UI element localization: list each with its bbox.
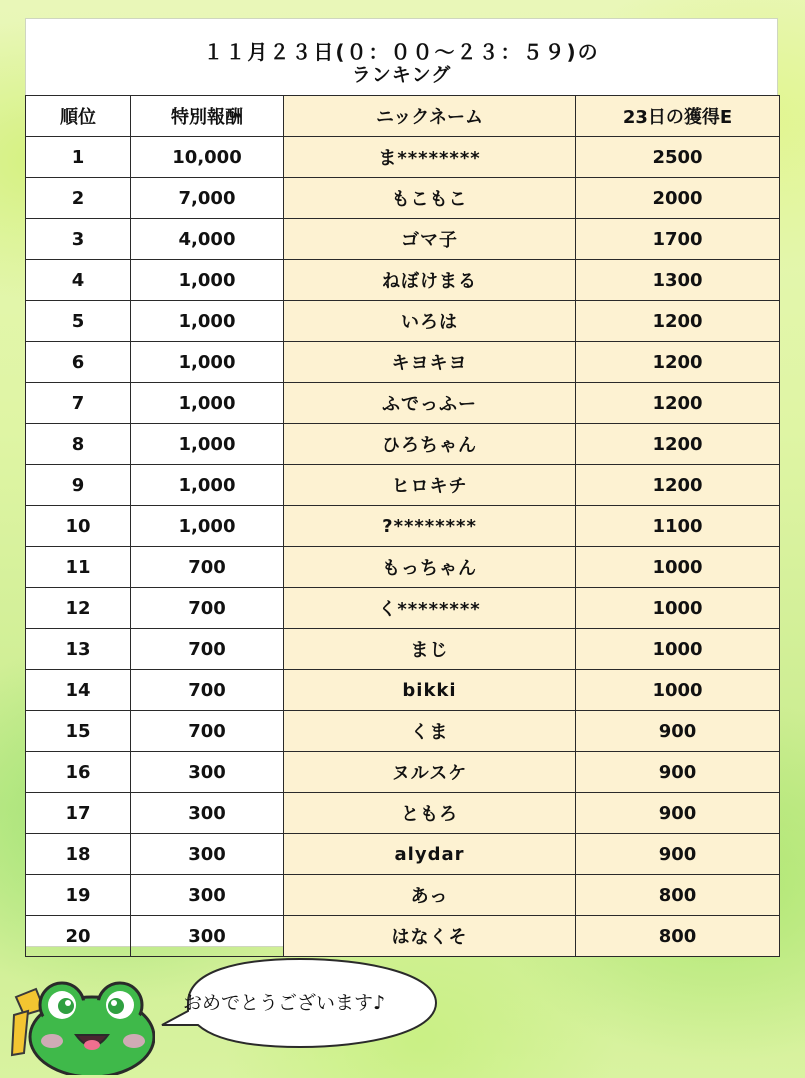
nickname-cell: ふでっふー bbox=[284, 383, 576, 424]
nickname-cell: ねぼけまる bbox=[284, 260, 576, 301]
rank-cell: 15 bbox=[26, 711, 131, 752]
reward-cell: 1,000 bbox=[131, 383, 284, 424]
nickname-cell: ヌルスケ bbox=[284, 752, 576, 793]
reward-cell: 1,000 bbox=[131, 342, 284, 383]
earned-cell: 1000 bbox=[576, 547, 780, 588]
nickname-cell: くま bbox=[284, 711, 576, 752]
earned-cell: 1200 bbox=[576, 342, 780, 383]
earned-cell: 1200 bbox=[576, 465, 780, 506]
reward-cell: 1,000 bbox=[131, 301, 284, 342]
earned-cell: 1000 bbox=[576, 670, 780, 711]
rank-cell: 18 bbox=[26, 834, 131, 875]
ranking-table bbox=[25, 95, 780, 957]
nickname-cell: ともろ bbox=[284, 793, 576, 834]
rank-cell: 11 bbox=[26, 547, 131, 588]
rank-cell: 20 bbox=[26, 916, 131, 957]
earned-cell: 1000 bbox=[576, 588, 780, 629]
table-row bbox=[26, 219, 780, 260]
nickname-cell: bikki bbox=[284, 670, 576, 711]
header-earned: 23日の獲得E bbox=[576, 96, 780, 137]
rank-cell: 7 bbox=[26, 383, 131, 424]
reward-cell: 300 bbox=[131, 793, 284, 834]
table-row bbox=[26, 506, 780, 547]
table-row bbox=[26, 178, 780, 219]
header-rank: 順位 bbox=[26, 96, 131, 137]
table-row bbox=[26, 342, 780, 383]
nickname-cell: ひろちゃん bbox=[284, 424, 576, 465]
rank-cell: 8 bbox=[26, 424, 131, 465]
table-row bbox=[26, 834, 780, 875]
earned-cell: 1700 bbox=[576, 219, 780, 260]
earned-cell: 1200 bbox=[576, 424, 780, 465]
nickname-cell: もっちゃん bbox=[284, 547, 576, 588]
reward-cell: 10,000 bbox=[131, 137, 284, 178]
table-row bbox=[26, 137, 780, 178]
title-line-2: ランキング bbox=[351, 64, 452, 86]
nickname-cell: キヨキヨ bbox=[284, 342, 576, 383]
rank-cell: 14 bbox=[26, 670, 131, 711]
rank-cell: 1 bbox=[26, 137, 131, 178]
rank-cell: 3 bbox=[26, 219, 131, 260]
title-line-1: １１月２３日(０：００〜２３：５９)の bbox=[203, 40, 600, 64]
reward-cell: 700 bbox=[131, 711, 284, 752]
earned-cell: 1300 bbox=[576, 260, 780, 301]
table-row bbox=[26, 547, 780, 588]
nickname-cell: もこもこ bbox=[284, 178, 576, 219]
header-reward: 特別報酬 bbox=[131, 96, 284, 137]
page-title bbox=[25, 18, 778, 96]
reward-cell: 300 bbox=[131, 834, 284, 875]
rank-cell: 13 bbox=[26, 629, 131, 670]
reward-cell: 300 bbox=[131, 916, 284, 957]
nickname-cell: く******** bbox=[284, 588, 576, 629]
table-row bbox=[26, 711, 780, 752]
header-nickname: ニックネーム bbox=[284, 96, 576, 137]
rank-cell: 12 bbox=[26, 588, 131, 629]
earned-cell: 900 bbox=[576, 834, 780, 875]
rank-cell: 16 bbox=[26, 752, 131, 793]
nickname-cell: いろは bbox=[284, 301, 576, 342]
reward-cell: 1,000 bbox=[131, 465, 284, 506]
rank-cell: 2 bbox=[26, 178, 131, 219]
table-row bbox=[26, 588, 780, 629]
reward-cell: 1,000 bbox=[131, 506, 284, 547]
nickname-cell: ?******** bbox=[284, 506, 576, 547]
earned-cell: 900 bbox=[576, 752, 780, 793]
reward-cell: 700 bbox=[131, 588, 284, 629]
reward-cell: 700 bbox=[131, 670, 284, 711]
table-row bbox=[26, 629, 780, 670]
table-row bbox=[26, 916, 780, 957]
frog-mascot-icon bbox=[10, 975, 155, 1075]
table-row bbox=[26, 424, 780, 465]
reward-cell: 1,000 bbox=[131, 260, 284, 301]
earned-cell: 900 bbox=[576, 711, 780, 752]
earned-cell: 900 bbox=[576, 793, 780, 834]
reward-cell: 4,000 bbox=[131, 219, 284, 260]
nickname-cell: はなくそ bbox=[284, 916, 576, 957]
table-row bbox=[26, 875, 780, 916]
reward-cell: 1,000 bbox=[131, 424, 284, 465]
nickname-cell: alydar bbox=[284, 834, 576, 875]
nickname-cell: ゴマ子 bbox=[284, 219, 576, 260]
table-row bbox=[26, 752, 780, 793]
nickname-cell: まじ bbox=[284, 629, 576, 670]
rank-cell: 6 bbox=[26, 342, 131, 383]
earned-cell: 2500 bbox=[576, 137, 780, 178]
earned-cell: 1100 bbox=[576, 506, 780, 547]
table-row bbox=[26, 383, 780, 424]
rank-cell: 9 bbox=[26, 465, 131, 506]
nickname-cell: ま******** bbox=[284, 137, 576, 178]
earned-cell: 1200 bbox=[576, 383, 780, 424]
earned-cell: 800 bbox=[576, 875, 780, 916]
table-row bbox=[26, 465, 780, 506]
rank-cell: 10 bbox=[26, 506, 131, 547]
reward-cell: 700 bbox=[131, 547, 284, 588]
earned-cell: 2000 bbox=[576, 178, 780, 219]
rank-cell: 4 bbox=[26, 260, 131, 301]
nickname-cell: あっ bbox=[284, 875, 576, 916]
earned-cell: 800 bbox=[576, 916, 780, 957]
rank-cell: 5 bbox=[26, 301, 131, 342]
table-row bbox=[26, 301, 780, 342]
table-row bbox=[26, 260, 780, 301]
rank-cell: 19 bbox=[26, 875, 131, 916]
reward-cell: 300 bbox=[131, 752, 284, 793]
earned-cell: 1200 bbox=[576, 301, 780, 342]
earned-cell: 1000 bbox=[576, 629, 780, 670]
table-header-row bbox=[26, 96, 780, 137]
reward-cell: 700 bbox=[131, 629, 284, 670]
table-row bbox=[26, 670, 780, 711]
reward-cell: 7,000 bbox=[131, 178, 284, 219]
congratulations-text: おめでとうございます♪ bbox=[183, 992, 386, 1014]
table-row bbox=[26, 793, 780, 834]
rank-cell: 17 bbox=[26, 793, 131, 834]
reward-cell: 300 bbox=[131, 875, 284, 916]
nickname-cell: ヒロキチ bbox=[284, 465, 576, 506]
